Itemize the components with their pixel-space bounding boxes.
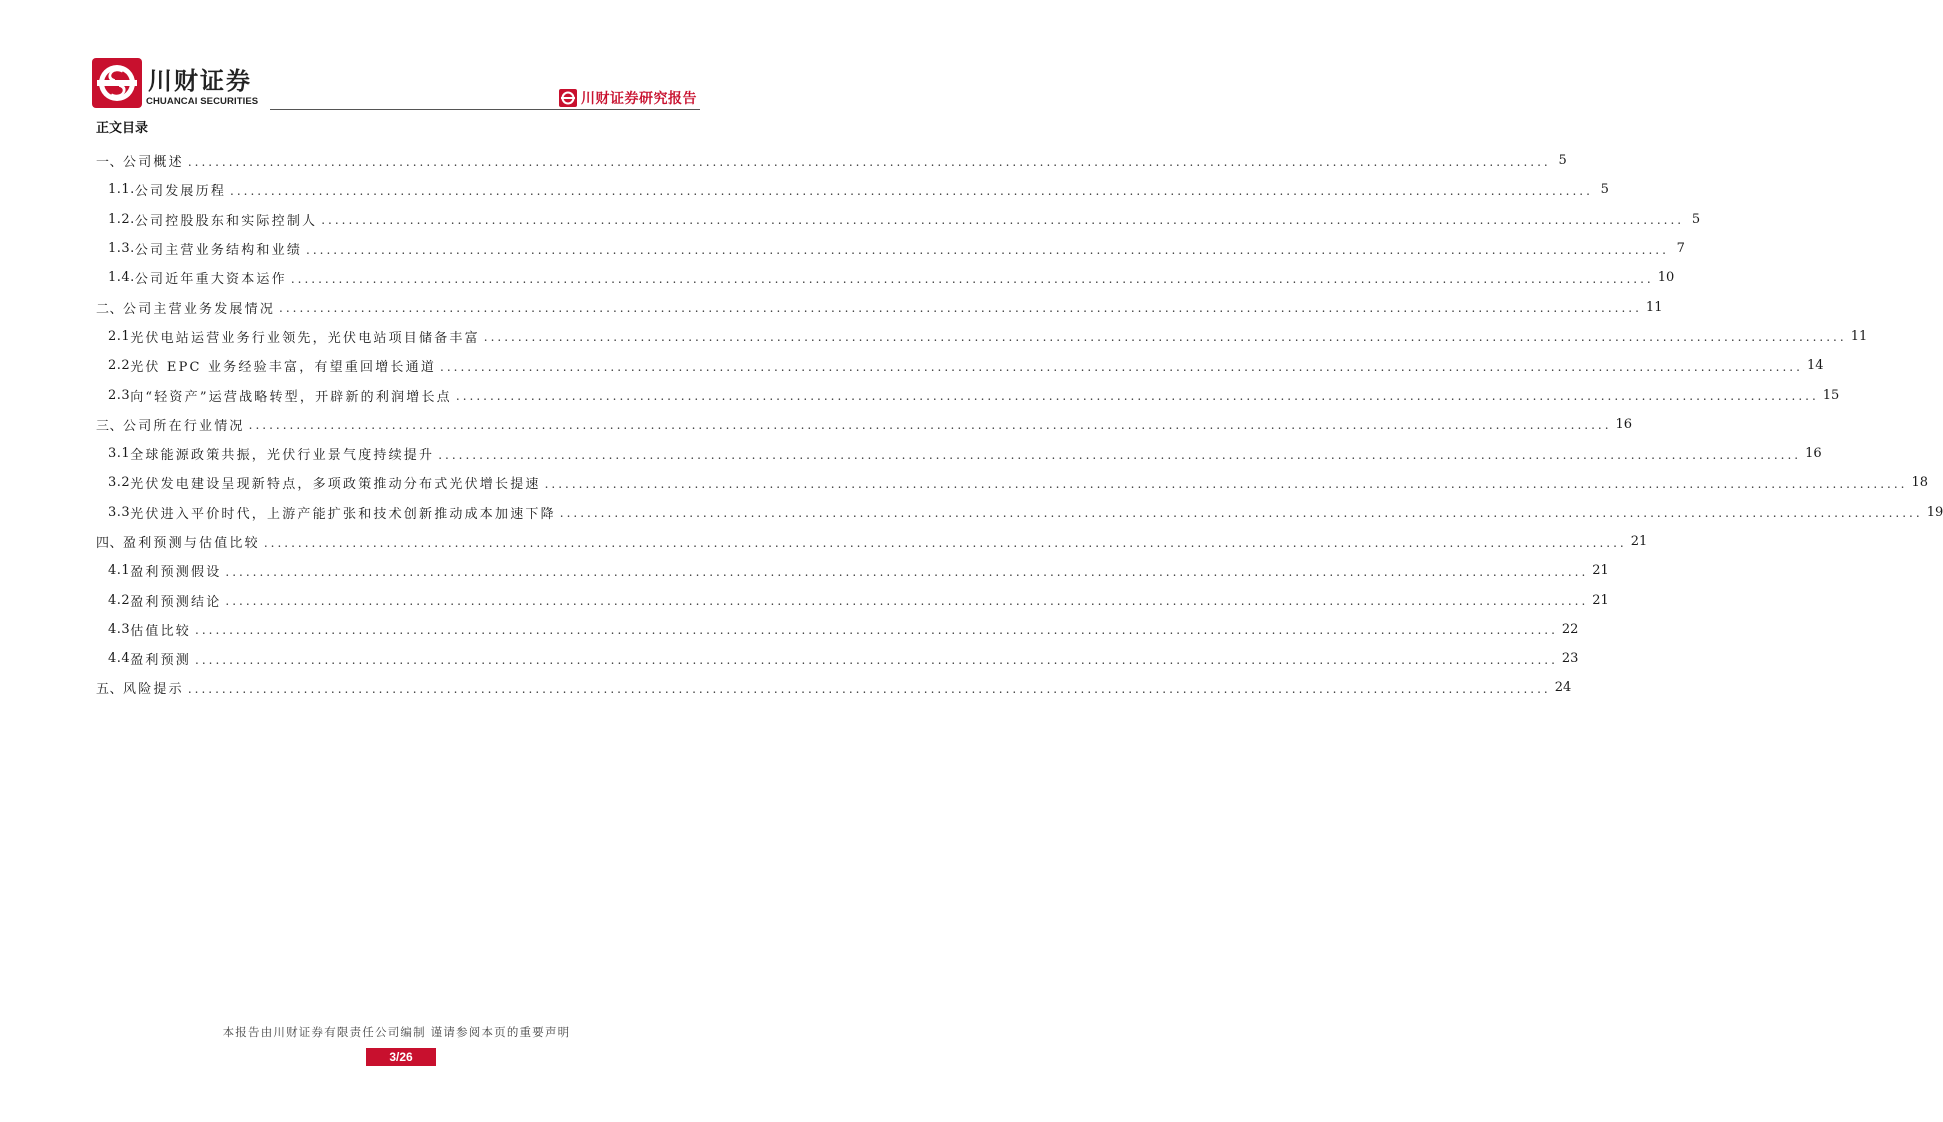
toc-entry[interactable]	[96, 439, 1822, 468]
toc-entry-number: 3.2	[108, 475, 131, 491]
toc-dot-leader: ........................................................................................................................................................................................................	[195, 652, 1558, 667]
toc-dot-leader: ........................................................................................................................................................................................................	[230, 183, 1593, 198]
toc-entry-page: 5	[1691, 211, 1701, 227]
toc-dot-leader: ........................................................................................................................................................................................................	[440, 359, 1803, 374]
toc-entry-title: 风险提示	[123, 682, 184, 698]
toc-entry[interactable]	[96, 234, 1685, 263]
toc-entry[interactable]	[96, 585, 1609, 614]
toc-entry[interactable]	[96, 205, 1701, 234]
toc-dot-leader: ........................................................................................................................................................................................................	[455, 389, 1819, 404]
toc-entry[interactable]	[96, 322, 1868, 351]
toc-dot-leader: ........................................................................................................................................................................................................	[483, 330, 1847, 345]
toc-entry[interactable]	[96, 410, 1633, 439]
logo-chinese-name: 川财证券	[148, 67, 252, 95]
report-label	[559, 88, 697, 108]
toc-entry-title: 公司控股股东和实际控制人	[134, 213, 318, 229]
toc-entry[interactable]	[96, 527, 1648, 556]
toc-entry-page: 16	[1805, 446, 1822, 462]
toc-entry-page: 14	[1806, 358, 1824, 374]
toc-entry-number: 一、	[96, 155, 124, 171]
toc-dot-leader: ........................................................................................................................................................................................................	[187, 154, 1551, 169]
toc-entry-number: 1.2.	[108, 211, 135, 227]
toc-entry[interactable]	[96, 673, 1572, 702]
page-number: 3/26	[366, 1048, 436, 1066]
toc-entry-number: 4.1	[108, 563, 131, 579]
toc-entry-number: 3.1	[108, 446, 131, 462]
toc-entry-number: 2.1	[108, 328, 131, 344]
toc-entry-title: 光伏进入平价时代，上游产能扩张和技术创新推动成本加速下降	[130, 506, 556, 522]
toc-dot-leader: ........................................................................................................................................................................................................	[225, 594, 1589, 609]
toc-entry-title: 公司主营业务结构和业绩	[134, 243, 303, 259]
toc-entry[interactable]	[96, 292, 1663, 321]
toc-dot-leader: ........................................................................................................................................................................................................	[225, 564, 1589, 579]
toc-entry-number: 五、	[96, 682, 124, 698]
page-header	[0, 0, 793, 115]
toc-entry-page: 24	[1554, 680, 1572, 696]
toc-entry-page: 22	[1561, 621, 1579, 637]
toc-entry-page: 19	[1926, 504, 1943, 520]
header-divider	[270, 109, 700, 110]
toc-entry-title: 盈利预测	[130, 653, 191, 669]
toc-entry[interactable]	[96, 351, 1824, 380]
toc-entry-page: 16	[1615, 416, 1633, 432]
toc-entry-title: 光伏电站运营业务行业领先，光伏电站项目储备丰富	[130, 330, 480, 346]
toc-entry[interactable]	[96, 644, 1579, 673]
toc-entry-title: 光伏 EPC 业务经验丰富，有望重回增长通道	[130, 360, 437, 376]
toc-dot-leader: ........................................................................................................................................................................................................	[187, 681, 1551, 696]
toc-entry-number: 四、	[96, 536, 124, 551]
toc-entry-title: 公司概述	[123, 155, 184, 171]
toc-dot-leader: ........................................................................................................................................................................................................	[438, 447, 1802, 462]
chuancai-small-logo-icon	[559, 89, 577, 107]
toc-entry-number: 4.3	[108, 621, 131, 637]
toc-entry-page: 21	[1630, 534, 1648, 549]
toc-entry-number: 2.3	[108, 387, 131, 403]
toc-dot-leader: ........................................................................................................................................................................................................	[248, 418, 1612, 433]
toc-entry-page: 23	[1561, 651, 1579, 667]
toc-entry-title: 盈利预测假设	[130, 565, 222, 581]
toc-dot-leader: ........................................................................................................................................................................................................	[544, 476, 1908, 491]
toc-entry[interactable]	[96, 175, 1609, 204]
toc-entry-page: 5	[1558, 153, 1567, 169]
toc-entry-title: 盈利预测与估值比较	[123, 536, 260, 551]
toc-dot-leader: ........................................................................................................................................................................................................	[290, 271, 1654, 286]
toc-entry-title: 向“轻资产”运营战略转型，开辟新的利润增长点	[130, 389, 452, 405]
toc-entry-title: 公司所在行业情况	[123, 418, 245, 434]
toc-entry-title: 公司发展历程	[134, 184, 227, 200]
toc-entry-number: 三、	[96, 418, 124, 434]
toc-entry-page: 15	[1822, 387, 1840, 403]
chuancai-logo-icon	[92, 58, 142, 108]
toc-dot-leader: ........................................................................................................................................................................................................	[306, 242, 1669, 257]
toc-entry-title: 全球能源政策共振，光伏行业景气度持续提升	[130, 448, 435, 464]
toc-entry[interactable]	[96, 468, 1929, 497]
toc-entry-number: 1.3.	[108, 241, 135, 257]
toc-entry-number: 1.4.	[108, 270, 135, 286]
toc-dot-leader: ........................................................................................................................................................................................................	[263, 535, 1627, 550]
toc-entry[interactable]	[96, 556, 1609, 585]
toc-entry-number: 二、	[96, 301, 124, 317]
toc-dot-leader: ........................................................................................................................................................................................................	[321, 213, 1685, 228]
toc-entry-title: 估值比较	[130, 623, 191, 639]
toc-entry-page: 11	[1645, 299, 1663, 315]
report-label-text: 川财证券研究报告	[581, 91, 697, 107]
toc-entry[interactable]	[96, 498, 1943, 527]
toc-dot-leader: ........................................................................................................................................................................................................	[559, 506, 1923, 521]
toc-entry-page: 5	[1600, 182, 1609, 198]
toc-entry-page: 18	[1911, 475, 1929, 491]
toc-entry[interactable]	[96, 380, 1840, 409]
footer-disclaimer: 本报告由川财证券有限责任公司编制 谨请参阅本页的重要声明	[222, 1025, 571, 1039]
toc-entry-page: 7	[1676, 241, 1685, 257]
toc-entry[interactable]	[96, 615, 1579, 644]
toc-entry-title: 公司主营业务发展情况	[123, 301, 276, 317]
toc-entry-title: 盈利预测结论	[130, 594, 222, 610]
toc-dot-leader: ........................................................................................................................................................................................................	[279, 301, 1642, 316]
toc-entry-number: 3.3	[108, 504, 131, 520]
toc-entry[interactable]	[96, 146, 1567, 175]
toc-entry-number: 4.4	[108, 651, 131, 667]
table-of-contents	[96, 146, 1943, 703]
toc-dot-leader: ........................................................................................................................................................................................................	[195, 623, 1558, 638]
toc-entry-page: 21	[1592, 563, 1609, 579]
toc-title: 正文目录	[96, 121, 149, 136]
logo-english-name: CHUANCAI SECURITIES	[146, 96, 259, 107]
toc-entry-number: 1.1.	[108, 182, 135, 198]
toc-entry-page: 11	[1850, 328, 1868, 344]
toc-entry-page: 10	[1657, 270, 1675, 286]
toc-entry[interactable]	[96, 263, 1675, 292]
toc-entry-number: 2.2	[108, 358, 131, 374]
toc-entry-title: 光伏发电建设呈现新特点，多项政策推动分布式光伏增长提速	[130, 477, 541, 493]
toc-entry-page: 21	[1592, 592, 1609, 608]
toc-entry-number: 4.2	[108, 592, 131, 608]
toc-entry-title: 公司近年重大资本运作	[134, 272, 287, 288]
